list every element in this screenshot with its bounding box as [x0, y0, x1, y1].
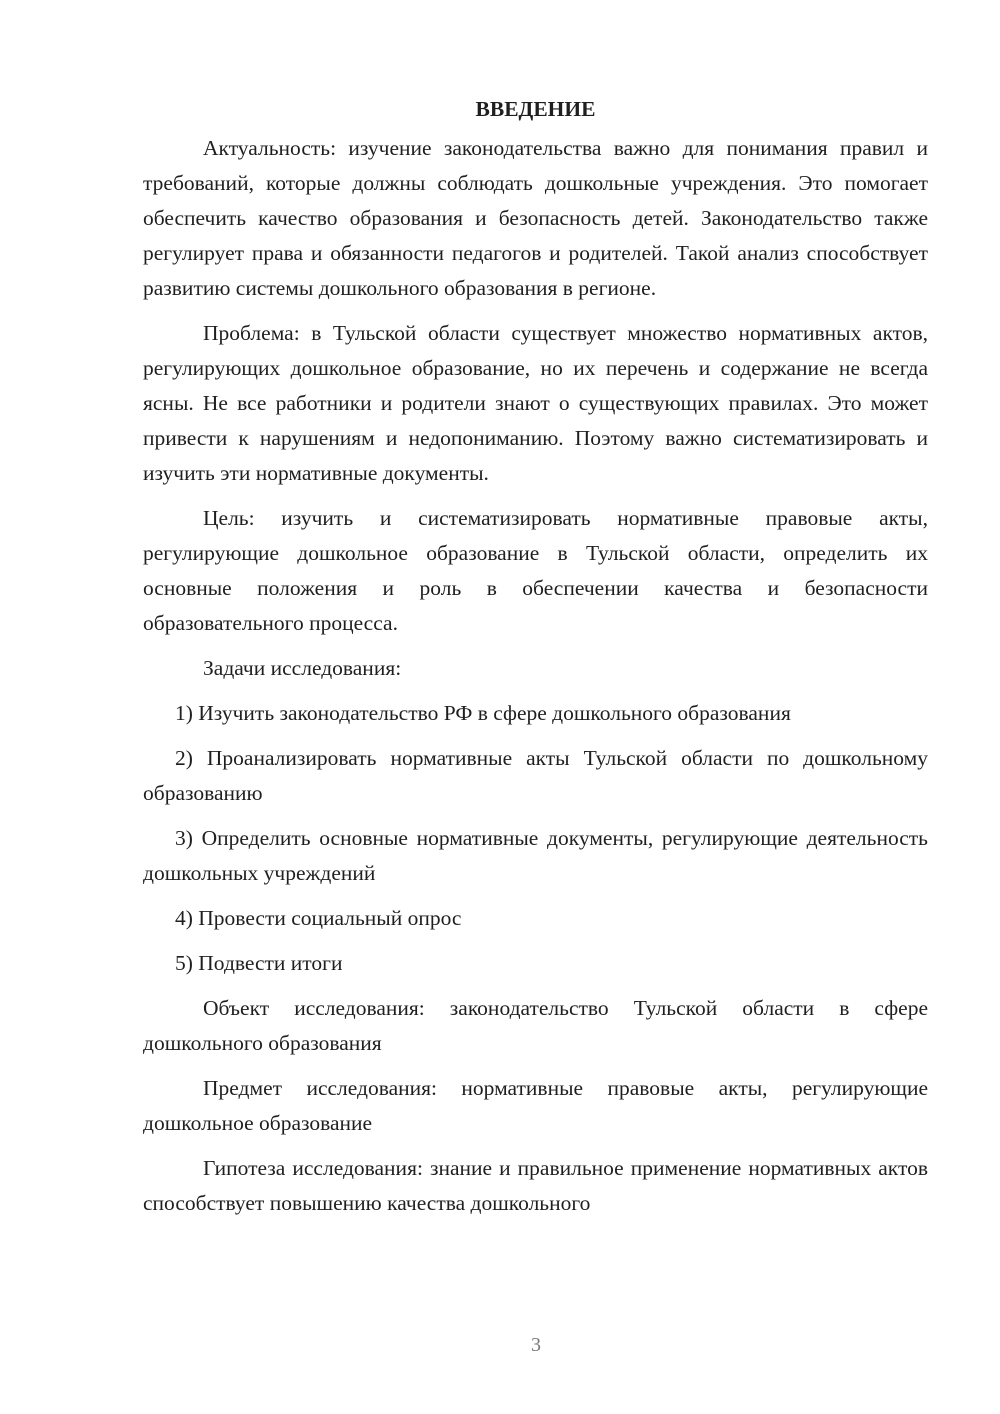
paragraph-object: Объект исследования: законодательство Тульской области в сфере дошкольного образования: [143, 996, 928, 1055]
task-item-3: 3) Определить основные нормативные документы, регулирующие деятельность дошкольных учреждений: [143, 826, 928, 885]
paragraph-goal: Цель: изучить и систематизировать нормативные правовые акты, регулирующие дошкольное образование в Тульской области, определить их основные положения и роль в обеспечении качества и безопасности образовательного процесса.: [143, 506, 928, 635]
paragraph-tasks-intro: Задачи исследования:: [203, 656, 402, 680]
task-item-5: 5) Подвести итоги: [175, 951, 343, 975]
paragraph-problem: Проблема: в Тульской области существует множество нормативных актов, регулирующих дошкольное образование, но их перечень и содержание не всегда ясны. Не все работники и родители знают о существующих правилах. Это может привести к нарушениям и недопониманию. Поэтому важно систематизировать и изучить эти нормативные документы.: [143, 321, 928, 485]
paragraph-relevance: Актуальность: изучение законодательства важно для понимания правил и требований, которые должны соблюдать дошкольные учреждения. Это помогает обеспечить качество образования и безопасность детей. Законодательство также регулирует права и обязанности педагогов и родителей. Такой анализ способствует развитию системы дошкольного образования в регионе.: [143, 136, 928, 300]
section-heading: ВВЕДЕНИЕ: [475, 97, 596, 121]
paragraph-hypothesis: Гипотеза исследования: знание и правильное применение нормативных актов способствует повышению качества дошкольного: [143, 1156, 928, 1215]
paragraph-subject: Предмет исследования: нормативные правовые акты, регулирующие дошкольное образование: [143, 1076, 928, 1135]
task-item-4: 4) Провести социальный опрос: [175, 906, 462, 930]
page-content: [143, 92, 928, 1231]
page-number: 3: [531, 1334, 541, 1356]
task-item-1: 1) Изучить законодательство РФ в сфере дошкольного образования: [175, 701, 791, 725]
task-item-2: 2) Проанализировать нормативные акты Тульской области по дошкольному образованию: [143, 746, 928, 805]
